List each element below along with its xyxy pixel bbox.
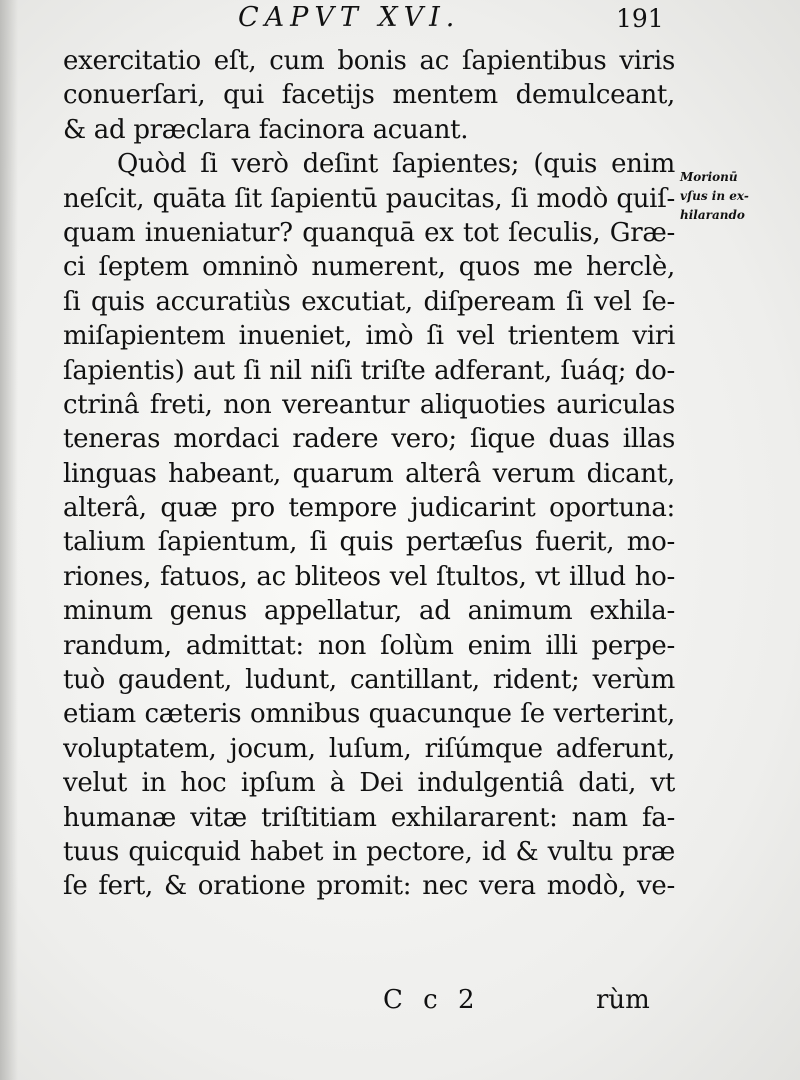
text-line: linguas habeant, quarum alterâ verum dicant, [63,458,675,489]
text-line: minum genus appellatur, ad animum exhila- [63,596,675,627]
text-line: exercitatio eſt, cum bonis ac ſapientibus viris [63,46,675,76]
page-header [0,2,800,36]
gutter-shadow [0,0,18,1080]
signature-mark: C c 2 [383,985,481,1015]
text-line: talium ſapientum, ſi quis pertæſus fuerit, mo- [63,527,675,558]
text-line: ſe fert, & oratione promit: nec vera modò, ve- [63,871,675,902]
text-line: velut in hoc ipſum à Dei indulgentiâ dati, vt [63,768,675,799]
text-line: conuerſari, qui facetijs mentem demulceant, [63,80,675,111]
text-line: ſapientis) aut ſi nil niſi triſte adferant, ſuáq; do- [63,355,675,386]
text-line: humanæ vitæ triſtitiam exhilararent: nam fa- [63,802,675,833]
text-line: tuus quicquid habet in pectore, id & vultu præ [63,836,675,867]
text-line: & ad præclara facinora acuant. [63,114,469,145]
marginal-note [680,168,798,225]
text-line: alterâ, quæ pro tempore judicarint oportuna: [63,493,675,524]
text-line: neſcit, quāta ſit ſapientū paucitas, ſi modò quiſ- [63,183,675,214]
text-line: tuò gaudent, ludunt, cantillant, rident; verùm [63,665,675,696]
text-line: teneras mordaci radere vero; ſique duas illas [63,424,675,455]
running-head: CAPVT XVI. [238,2,461,33]
text-line: quam inueniatur? quanquā ex tot ſeculis, Græ- [63,217,675,248]
text-line: miſapientem inueniet, imò ſi vel trientem viri [63,321,675,352]
text-line: randum, admittat: non ſolùm enim illi perpe- [63,630,675,661]
marginal-note-line: Morionū [680,170,738,184]
text-line: ctrinâ freti, non vereantur aliquoties auriculas [63,389,675,420]
marginal-note-line: vſus in ex- [680,189,749,203]
text-line: etiam cæteris omnibus quacunque ſe verterint, [63,699,675,730]
text-line: Quòd ſi verò deſint ſapientes; (quis enim [117,149,675,180]
text-line: ſi quis accuratiùs excutiat, diſpeream ſi vel ſe- [63,286,675,317]
catchword: rùm [596,985,650,1015]
main-text-block [63,44,675,904]
text-line: riones, fatuos, ac bliteos vel ſtultos, vt illud ho- [63,561,675,592]
text-line: voluptatem, jocum, luſum, riſúmque adferunt, [63,733,675,764]
page-footer [0,985,800,1025]
marginal-note-line: hilarando [680,208,745,222]
text-line: ci ſeptem omninò numerent, quos me herclè, [63,252,675,283]
page-number: 191 [616,4,664,33]
